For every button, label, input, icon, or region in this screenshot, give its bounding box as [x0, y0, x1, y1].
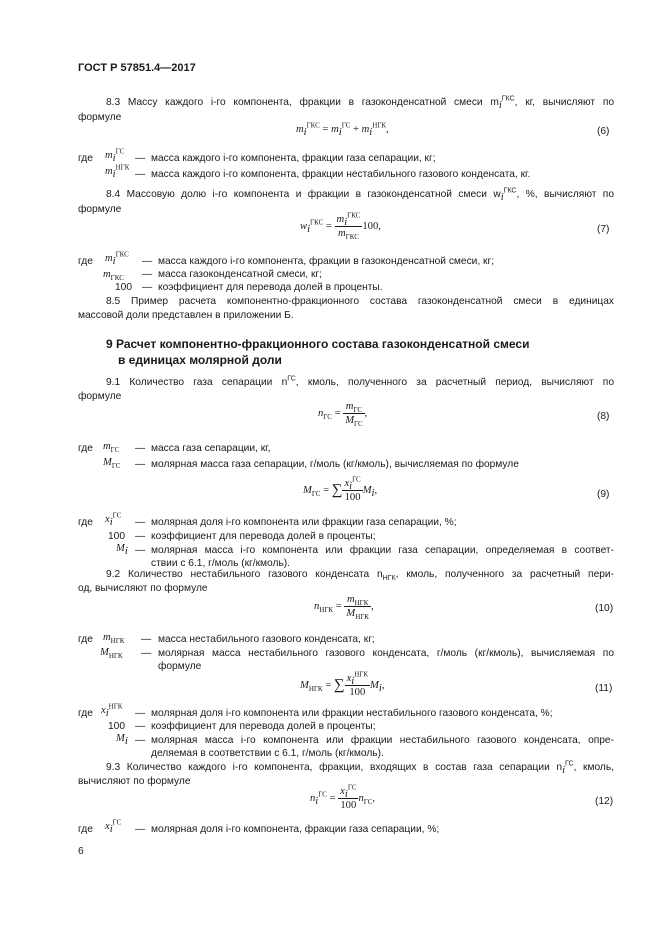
def9-symbol-2: 100: [108, 531, 125, 542]
def-dash: —: [142, 282, 153, 293]
def7-symbol-3: 100: [115, 282, 132, 293]
def9-text-1: молярная доля i-го компонента или фракции газа сепарации, %;: [151, 517, 457, 528]
def10-symbol-2: $M_{НГК}$: [100, 647, 123, 661]
def-dash: —: [135, 169, 146, 180]
def9-text-3: молярная масса i-го компонента или фракции газа сепарации, определяемая в соответ-: [151, 545, 614, 556]
equation-number-12: (12): [595, 796, 614, 807]
def-dash: —: [135, 153, 146, 164]
def-dash: —: [135, 545, 146, 556]
def8-symbol-1: $m_{ГС}$: [103, 441, 120, 455]
paragraph-9-1-line2: формуле: [78, 391, 122, 402]
def-dash: —: [142, 269, 153, 280]
def7-text-3: коэффициент для перевода долей в проценты.: [158, 282, 383, 293]
page-number: 6: [78, 846, 84, 857]
equation-number-10: (10): [595, 603, 614, 614]
def7-symbol-1: $m_i^{ГКС}$: [105, 250, 129, 268]
equation-number-9: (9): [597, 489, 610, 500]
section-9-heading-line2: в единицах молярной доли: [118, 353, 282, 367]
equation-number-11: (11): [595, 683, 613, 694]
equation-number-8: (8): [597, 411, 610, 422]
equation-number-7: (7): [597, 224, 610, 235]
paragraph-8-5-line2: массовой доли представлен в приложении Б.: [78, 310, 294, 321]
def-dash: —: [135, 824, 146, 835]
paragraph-9-2-line2: од, вычисляют по формуле: [78, 583, 208, 594]
def10-text-2: молярная масса нестабильного газового конденсата, г/моль (кг/кмоль), вычисляемая по: [158, 648, 614, 659]
def8-text-2: молярная масса газа сепарации, г/моль (кг/кмоль), вычисляемая по формуле: [151, 459, 519, 470]
def-dash: —: [135, 708, 146, 719]
def10-text-2-cont: формуле: [158, 661, 202, 672]
formula-7: $w_i^{ГКС}$ = $\frac{m_i^{ГКС}}{m_{ГКС}}$ 100,: [300, 211, 381, 242]
paragraph-9-3-line1: 9.3 Количество каждого i-го компонента, фракции, входящих в состав газа сепарации $n_i^{ГС}$, кмоль,: [106, 760, 615, 777]
def6-symbol-1: $m_i^{ГС}$: [105, 147, 125, 165]
def9-symbol-1: $x_i^{ГС}$: [105, 511, 122, 529]
def-dash: —: [135, 531, 146, 542]
def11-text-2: коэффициент для перевода долей в проценты;: [151, 721, 376, 732]
where-label: где: [78, 824, 93, 835]
def-dash: —: [135, 735, 146, 746]
where-label: где: [78, 443, 93, 454]
def-dash: —: [141, 648, 152, 659]
def10-text-1: масса нестабильного газового конденсата, кг;: [158, 634, 375, 645]
formula-6: $m_i^{ГКС} = m_i^{ГС} + m_i^{НГК}$,: [296, 121, 389, 139]
paragraph-9-2-line1: 9.2 Количество нестабильного газового конденсата $n_{НГК}$, кмоль, полученного за расчетный пери-: [106, 569, 614, 583]
def11-text-1: молярная доля i-го компонента или фракции нестабильного газового конденсата, %;: [151, 708, 553, 719]
def7-symbol-2: $m_{ГКС}$: [103, 269, 124, 283]
def9-text-2: коэффициент для перевода долей в проценты;: [151, 531, 376, 542]
formula-11: $M_{НГК}$ = ∑ $\frac{x_i^{НГК}}{100}$ $M_i$,: [300, 670, 385, 698]
def6-text-2: масса каждого i-го компонента, фракции нестабильного газового конденсата, кг.: [151, 169, 531, 180]
formula-8: $n_{ГС}$ = $\frac{m_{ГС}}{M_{ГС}}$ ,: [318, 401, 368, 429]
def11-symbol-2: 100: [108, 721, 125, 732]
paragraph-9-1-line1: 9.1 Количество газа сепарации $n^{ГС}$, кмоль, полученного за расчетный период, вычисляют по: [106, 375, 614, 388]
def11-text-3: молярная масса i-го компонента или фракции нестабильного газового конденсата, опре-: [151, 735, 614, 746]
formula-12: $n_i^{ГС}$ = $\frac{x_i^{ГС}}{100}$ $n_{ГС}$,: [310, 783, 376, 811]
where-label: где: [78, 517, 93, 528]
def-dash: —: [135, 443, 146, 454]
def7-text-2: масса газоконденсатной смеси, кг;: [158, 269, 322, 280]
paragraph-8-3-line2: формуле: [78, 112, 122, 123]
where-label: где: [78, 256, 93, 267]
def12-symbol-1: $x_i^{ГС}$: [105, 818, 122, 836]
def-dash: —: [142, 256, 153, 267]
section-9-heading-line1: 9 Расчет компонентно-фракционного состава газоконденсатной смеси: [106, 337, 530, 351]
where-label: где: [78, 708, 93, 719]
def11-symbol-1: $x_i^{НГК}$: [101, 702, 123, 720]
formula-10: $n_{НГК}$ = $\frac{m_{НГК}}{M_{НГК}}$ ,: [314, 594, 374, 622]
paragraph-8-4-line1: 8.4 Массовую долю i-го компонента и фракции в газоконденсатной смеси $w_i^{ГКС}$, %, вычисляют по: [106, 187, 614, 204]
paragraph-8-3-line1: 8.3 Массу каждого i-го компонента, фракции в газоконденсатной смеси $m_i^{ГКС}$, кг, вычисляют по: [106, 95, 614, 112]
def6-symbol-2: $m_i^{НГК}$: [105, 163, 130, 181]
where-label: где: [78, 153, 93, 164]
def6-text-1: масса каждого i-го компонента, фракции газа сепарации, кг;: [151, 153, 436, 164]
document-code: ГОСТ Р 57851.4—2017: [78, 62, 196, 74]
def8-symbol-2: $M_{ГС}$: [103, 457, 121, 471]
def12-text-1: молярная доля i-го компонента, фракции газа сепарации, %;: [151, 824, 440, 835]
def9-symbol-3: $M_i$: [116, 543, 128, 558]
def11-text-3-cont: деляемая в соответствии с 6.1, г/моль (кг/кмоль).: [151, 748, 384, 759]
def-dash: —: [135, 459, 146, 470]
def11-symbol-3: $M_i$: [116, 733, 128, 748]
def-dash: —: [135, 517, 146, 528]
def-dash: —: [141, 634, 152, 645]
def7-text-1: масса каждого i-го компонента, фракции в газоконденсатной смеси, кг;: [158, 256, 495, 267]
paragraph-8-4-line2: формуле: [78, 204, 122, 215]
paragraph-8-5-line1: 8.5 Пример расчета компонентно-фракционного состава газоконденсатной смеси в единицах: [106, 296, 614, 307]
equation-number-6: (6): [597, 126, 610, 137]
def8-text-1: масса газа сепарации, кг,: [151, 443, 271, 454]
formula-9: $M_{ГС}$ = ∑ $\frac{x_i^{ГС}}{100}$ $M_i$,: [303, 475, 378, 503]
where-label: где: [78, 634, 93, 645]
def-dash: —: [135, 721, 146, 732]
def10-symbol-1: $m_{НГК}$: [103, 632, 125, 646]
paragraph-9-3-line2: вычисляют по формуле: [78, 776, 191, 787]
def9-text-3-cont: ствии с 6.1, г/моль (кг/кмоль).: [151, 558, 290, 569]
